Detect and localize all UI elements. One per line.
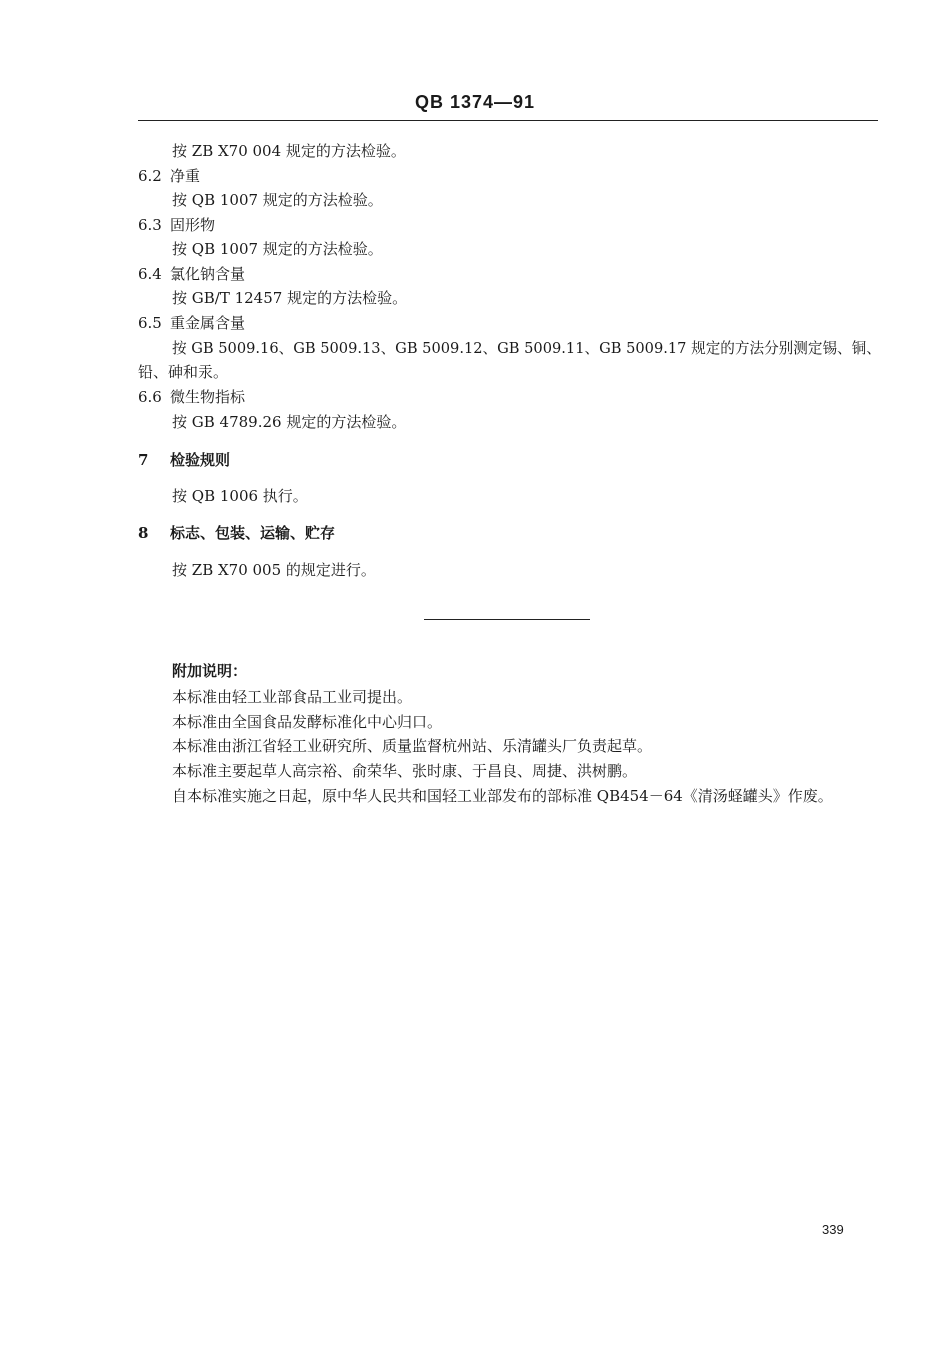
end-separator-rule (424, 619, 590, 620)
section-number: 6.4 (138, 265, 162, 283)
section-number: 6.6 (138, 388, 162, 406)
section-7-heading (138, 449, 230, 470)
notes-line: 自本标准实施之日起，原中华人民共和国轻工业部发布的部标准 QB454－64《清汤蛏罐头》作废。 (172, 787, 833, 805)
section-6-6-body: 按 GB 4789.26 规定的方法检验。 (172, 413, 407, 431)
section-6-4-body: 按 GB/T 12457 规定的方法检验。 (172, 289, 408, 307)
section-6-6-heading (138, 386, 245, 407)
section-title: 标志、包装、运输、贮存 (170, 524, 336, 542)
section-6-5-heading (138, 312, 245, 333)
section-7-body: 按 QB 1006 执行。 (172, 487, 308, 505)
section-number: 6.2 (138, 167, 162, 185)
section-6-5-body-line1: 按 GB 5009.16、GB 5009.13、GB 5009.12、GB 5009.11、GB 5009.17 规定的方法分别测定锡、铜、 (172, 340, 881, 357)
notes-line: 本标准主要起草人高宗裕、俞荣华、张时康、于昌良、周捷、洪树鹏。 (172, 762, 638, 780)
section-title: 重金属含量 (170, 314, 246, 332)
header-rule (138, 120, 878, 121)
section-6-5-body-line2: 铅、砷和汞。 (138, 363, 229, 381)
section-6-2-body: 按 QB 1007 规定的方法检验。 (172, 191, 383, 209)
section-number: 7 (138, 451, 149, 469)
section-6-4-heading (138, 263, 245, 284)
document-code-header: QB 1374—91 (414, 92, 536, 112)
notes-line: 本标准由全国食品发酵标准化中心归口。 (172, 713, 443, 731)
section-number: 6.3 (138, 216, 162, 234)
section-number: 8 (138, 524, 149, 542)
section-6-3-heading (138, 214, 215, 235)
section-8-body: 按 ZB X70 005 的规定进行。 (172, 561, 376, 579)
section-title: 净重 (170, 167, 201, 185)
section-title: 固形物 (170, 216, 216, 234)
section-8-heading (138, 522, 335, 543)
section-number: 6.5 (138, 314, 162, 332)
section-6-3-body: 按 QB 1007 规定的方法检验。 (172, 240, 383, 258)
section-title: 微生物指标 (170, 388, 246, 406)
section-title: 氯化钠含量 (170, 265, 246, 283)
page-number: 339 (822, 1222, 844, 1237)
section-title: 检验规则 (170, 451, 231, 469)
method-line-zb: 按 ZB X70 004 规定的方法检验。 (172, 142, 406, 160)
section-6-2-heading (138, 165, 200, 186)
notes-line: 本标准由轻工业部食品工业司提出。 (172, 688, 413, 706)
notes-line: 本标准由浙江省轻工业研究所、质量监督杭州站、乐清罐头厂负责起草。 (172, 737, 653, 755)
notes-heading: 附加说明： (172, 662, 248, 680)
